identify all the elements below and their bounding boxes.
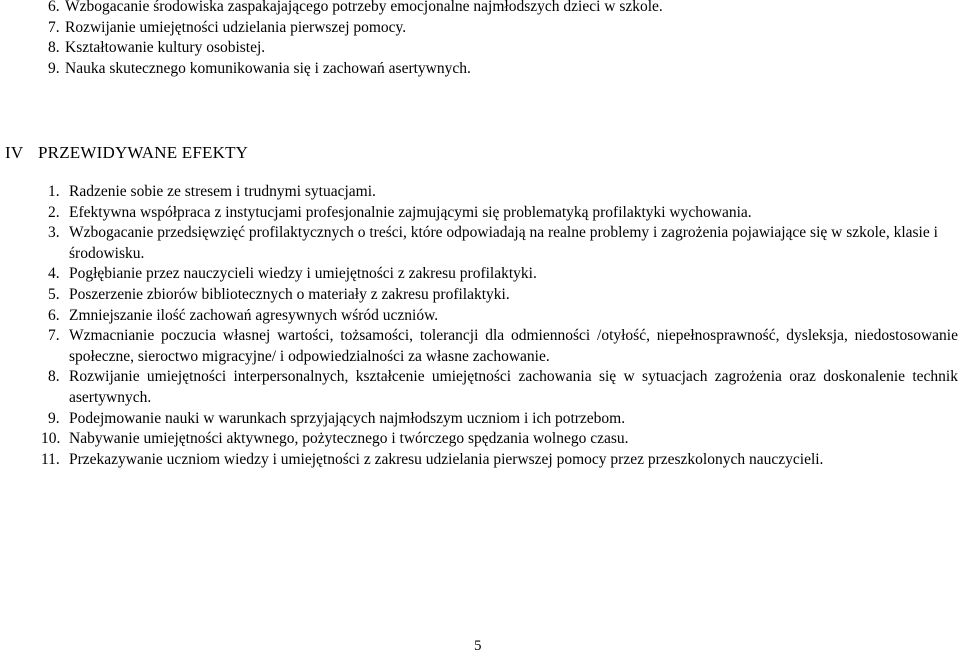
list-item-text: Pogłębianie przez nauczycieli wiedzy i umiejętności z zakresu profilaktyki.: [69, 265, 537, 283]
list-item: [48, 203, 958, 224]
list-item-text: Przekazywanie uczniom wiedzy i umiejętności z zakresu udzielania pierwszej pomocy przez przeszkolonych nauczycieli.: [69, 450, 824, 468]
list-item-number: 11.: [41, 450, 60, 468]
list-item-number: 9.: [48, 409, 60, 427]
list-item-text: Efektywna współpraca z instytucjami profesjonalnie zajmującymi się problematyką profilaktyki wychowania.: [69, 203, 752, 221]
list-item-text: Rozwijanie umiejętności interpersonalnych, kształcenie umiejętności zachowania się w sytuacjach zagrożenia oraz doskonalenie technik asertywnych.: [69, 368, 958, 406]
section-number: IV: [5, 143, 24, 162]
list-item: [41, 450, 958, 471]
list-item-text: Poszerzenie zbiorów bibliotecznych o materiały z zakresu profilaktyki.: [69, 285, 510, 303]
list-item: [48, 326, 958, 367]
section-heading: [5, 143, 248, 163]
continued-objectives-list: [48, 0, 928, 79]
list-item-text: Nabywanie umiejętności aktywnego, pożytecznego i twórczego spędzania wolnego czasu.: [69, 430, 629, 448]
list-item-number: 2.: [48, 203, 60, 221]
list-item-number: 4.: [48, 265, 60, 283]
list-item: [48, 223, 958, 264]
list-item-number: 8.: [48, 368, 60, 386]
list-item: [41, 429, 958, 450]
list-item-text: Kształtowanie kultury osobistej.: [65, 39, 266, 56]
list-item: [48, 409, 958, 430]
list-item-text: Radzenie sobie ze stresem i trudnymi sytuacjami.: [69, 183, 376, 200]
list-item-text: Wzmacnianie poczucia własnej wartości, tożsamości, tolerancji dla odmienności /otyłość, niepełnosprawność, dysleksja, niedostosowanie społeczne, sieroctwo migracyjne/ i odpowiedzialności za własne zachowanie.: [69, 327, 958, 365]
expected-effects-list: [41, 182, 958, 470]
list-item-text: Wzbogacanie środowiska zaspakajającego potrzeby emocjonalne najmłodszych dzieci w szkole.: [65, 0, 663, 15]
list-item-number: 8.: [48, 39, 60, 56]
list-item-text: Wzbogacanie przedsięwzięć profilaktycznych o treści, które odpowiadają na realne problemy i zagrożenia pojawiające się w szkole, klasie i środowisku.: [69, 224, 938, 262]
list-item-number: 10.: [41, 430, 61, 448]
list-item: [48, 0, 928, 18]
list-item-number: 3.: [48, 224, 60, 242]
list-item: [48, 38, 928, 59]
list-item-number: 6.: [48, 0, 60, 15]
list-item-number: 5.: [48, 285, 60, 303]
list-item-number: 7.: [48, 18, 60, 36]
list-item-number: 7.: [48, 327, 60, 345]
list-item-number: 6.: [48, 306, 60, 324]
list-item-text: Zmniejszanie ilość zachowań agresywnych wśród uczniów.: [69, 306, 439, 324]
page-number: 5: [474, 638, 482, 654]
list-item: [48, 306, 958, 327]
list-item-text: Nauka skutecznego komunikowania się i zachowań asertywnych.: [65, 59, 471, 77]
list-item: [48, 285, 958, 306]
list-item: [48, 182, 958, 203]
list-item: [48, 59, 928, 80]
list-item-text: Podejmowanie nauki w warunkach sprzyjających najmłodszym uczniom i ich potrzebom.: [69, 409, 626, 427]
list-item-number: 1.: [48, 183, 60, 200]
list-item: [48, 264, 958, 285]
list-item-number: 9.: [48, 59, 60, 77]
list-item: [48, 18, 928, 39]
list-item: [48, 367, 958, 408]
list-item-text: Rozwijanie umiejętności udzielania pierwszej pomocy.: [65, 18, 407, 36]
section-title: PRZEWIDYWANE EFEKTY: [38, 143, 249, 162]
